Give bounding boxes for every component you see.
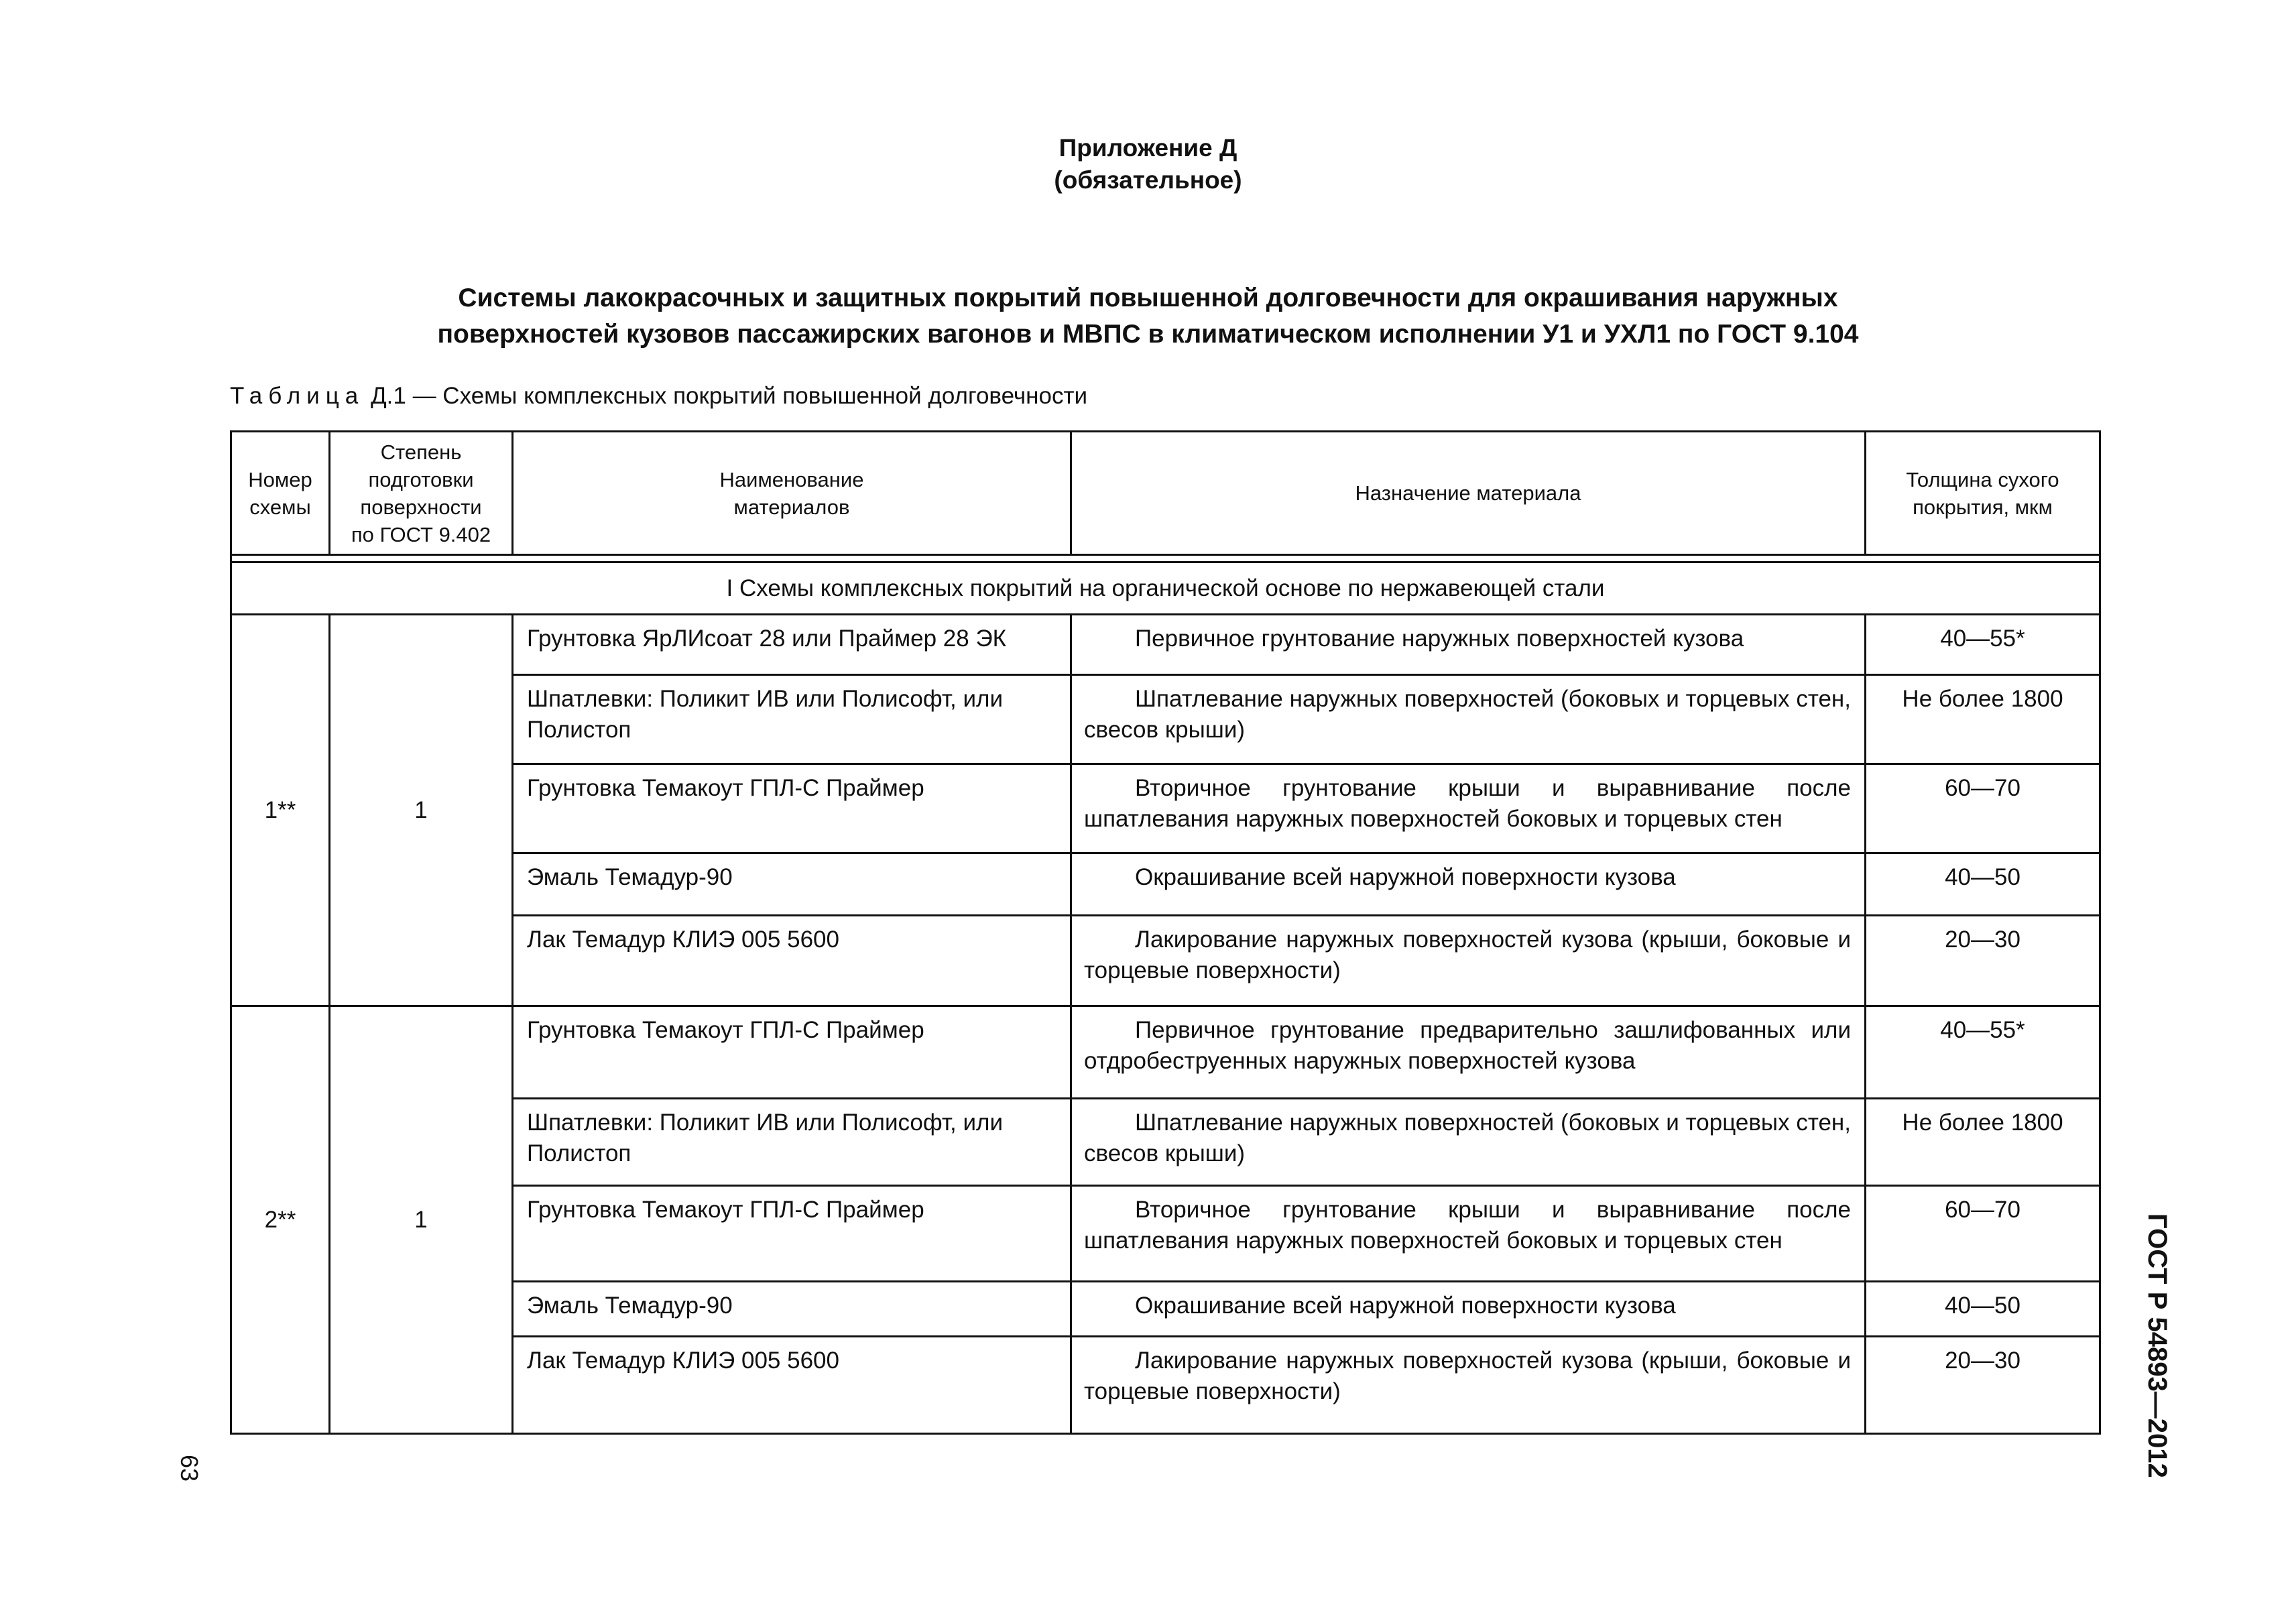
- page-number: 63: [176, 1455, 203, 1482]
- thickness-cell: 20—30: [1866, 916, 2100, 1006]
- thickness-cell: 40—55*: [1866, 615, 2100, 675]
- purpose-cell: Окрашивание всей наружной поверхности кузова: [1071, 1282, 1866, 1337]
- header-materials: Наименование материалов: [513, 432, 1071, 555]
- document-title: [0, 280, 2296, 353]
- section-row: [231, 562, 2100, 615]
- header-purpose: Назначение материала: [1071, 432, 1866, 555]
- header-scheme-number: Номер схемы: [231, 432, 330, 555]
- thickness-cell: 20—30: [1866, 1337, 2100, 1434]
- table-header-row: [231, 432, 2100, 555]
- material-cell: Грунтовка Темакоут ГПЛ-С Праймер: [513, 764, 1071, 853]
- purpose-cell: Первичное грунтование наружных поверхностей кузова: [1071, 615, 1866, 675]
- material-cell: Эмаль Темадур-90: [513, 853, 1071, 916]
- header-surface-preparation: Степень подготовки поверхности по ГОСТ 9.402: [330, 432, 513, 555]
- purpose-cell: Вторичное грунтование крыши и выравнивание после шпатлевания наружных поверхностей боковых и торцевых стен: [1071, 1186, 1866, 1282]
- surface-degree: 1: [330, 1006, 513, 1434]
- material-cell: Шпатлевки: Поликит ИВ или Полисофт, или Полистоп: [513, 675, 1071, 764]
- table-caption: [230, 381, 1087, 412]
- thickness-cell: 60—70: [1866, 764, 2100, 853]
- thickness-cell: Не более 1800: [1866, 1099, 2100, 1186]
- coatings-table: [230, 430, 2101, 1435]
- purpose-cell: Лакирование наружных поверхностей кузова (крыши, боковые и торцевые поверхности): [1071, 916, 1866, 1006]
- table-row: [231, 1006, 2100, 1099]
- material-cell: Лак Темадур КЛИЭ 005 5600: [513, 1337, 1071, 1434]
- document-title-line: Системы лакокрасочных и защитных покрытий повышенной долговечности для окрашивания наружных: [458, 284, 1838, 312]
- material-cell: Грунтовка Темакоут ГПЛ-С Праймер: [513, 1006, 1071, 1099]
- purpose-cell: Окрашивание всей наружной поверхности кузова: [1071, 853, 1866, 916]
- surface-degree: 1: [330, 615, 513, 1006]
- thickness-cell: 40—50: [1866, 1282, 2100, 1337]
- table-row: [231, 615, 2100, 675]
- material-cell: Эмаль Темадур-90: [513, 1282, 1071, 1337]
- purpose-cell: Шпатлевание наружных поверхностей (боковых и торцевых стен, свесов крыши): [1071, 1099, 1866, 1186]
- scheme-number: 2**: [231, 1006, 330, 1434]
- material-cell: Лак Темадур КЛИЭ 005 5600: [513, 916, 1071, 1006]
- standard-code: ГОСТ Р 54893—2012: [2142, 1213, 2172, 1478]
- table-caption-text: Д.1 — Схемы комплексных покрытий повышенной долговечности: [370, 383, 1088, 409]
- material-cell: Грунтовка ЯрЛИсоат 28 или Праймер 28 ЭК: [513, 615, 1071, 675]
- thickness-cell: 40—55*: [1866, 1006, 2100, 1099]
- purpose-cell: Первичное грунтование предварительно зашлифованных или отдробеструенных наружных поверхностей кузова: [1071, 1006, 1866, 1099]
- section-title: I Схемы комплексных покрытий на органической основе по нержавеющей стали: [231, 562, 2100, 615]
- material-cell: Грунтовка Темакоут ГПЛ-С Праймер: [513, 1186, 1071, 1282]
- header-separator: [231, 555, 2100, 562]
- table-caption-label: Таблица: [230, 383, 365, 409]
- thickness-cell: Не более 1800: [1866, 675, 2100, 764]
- document-title-line: поверхностей кузовов пассажирских вагонов и МВПС в климатическом исполнении У1 и УХЛ1 по ГОСТ 9.104: [437, 320, 1859, 349]
- thickness-cell: 40—50: [1866, 853, 2100, 916]
- purpose-cell: Лакирование наружных поверхностей кузова (крыши, боковые и торцевые поверхности): [1071, 1337, 1866, 1434]
- header-thickness: Толщина сухого покрытия, мкм: [1866, 432, 2100, 555]
- scheme-number: 1**: [231, 615, 330, 1006]
- thickness-cell: 60—70: [1866, 1186, 2100, 1282]
- purpose-cell: Шпатлевание наружных поверхностей (боковых и торцевых стен, свесов крыши): [1071, 675, 1866, 764]
- appendix-title: Приложение Д: [1059, 134, 1237, 162]
- appendix-obligatory-note: (обязательное): [1054, 166, 1242, 194]
- purpose-cell: Вторичное грунтование крыши и выравнивание после шпатлевания наружных поверхностей боковых и торцевых стен: [1071, 764, 1866, 853]
- material-cell: Шпатлевки: Поликит ИВ или Полисофт, или Полистоп: [513, 1099, 1071, 1186]
